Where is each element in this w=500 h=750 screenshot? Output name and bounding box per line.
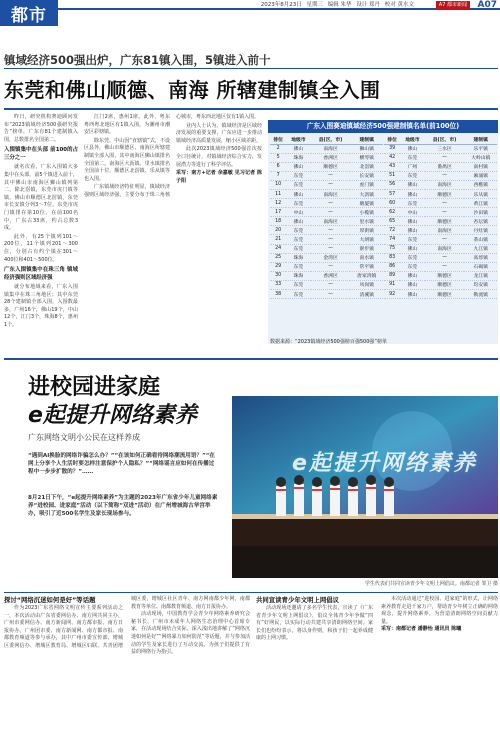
- table-cell: —: [425, 171, 465, 180]
- table-cell: 高埗镇: [464, 253, 497, 262]
- issue-date: 2023年8月23日: [260, 2, 302, 8]
- table-cell: 南海区: [311, 217, 351, 226]
- ranking-table-right: [384, 135, 497, 299]
- table-cell: 南村镇: [464, 162, 497, 171]
- table-cell: 东莞: [286, 290, 310, 299]
- header-meta: [258, 0, 414, 10]
- table-cell: 唐家湾镇: [350, 271, 383, 280]
- table-cell: 51: [384, 171, 400, 180]
- photo-caption: 学生代表们共同宣读青少年文明上网倡议。南都记者 邹卫 摄: [364, 581, 498, 587]
- table-cell: 92: [384, 290, 400, 299]
- article-column-2: [84, 114, 262, 350]
- table-cell: 20: [270, 226, 286, 235]
- table-row: [270, 271, 383, 280]
- feature-lede: “遇到AI换脸的网络诈骗怎么办？”“在该如何正确看待网络潮流用语？”“在网上分享个人生活时要怎样注意保护个人隐私？”“网络谣言应如何在传播过程中一步步扩散的？”……: [28, 453, 216, 476]
- table-row: [270, 262, 383, 271]
- editor-credit: 编辑 朱华: [327, 2, 352, 8]
- table-cell: 东莞: [400, 262, 424, 271]
- paragraph: 此次2023镇域经济500强首次按全口径统计，对镇域经济综合实力、发展潜力等进行了科学评估。: [176, 146, 262, 168]
- table-source: 数据来源：“2023镇域经济500强榜百强500强”榜单: [270, 339, 387, 345]
- table-cell: 33: [270, 280, 286, 289]
- table-cell: 顺德区: [425, 271, 465, 280]
- table-cell: 大岭山镇: [464, 153, 497, 162]
- table-cell: 常平镇: [350, 262, 383, 271]
- table-cell: 东莞: [286, 226, 310, 235]
- table-cell: 佛山: [286, 144, 310, 153]
- ranking-table-left: [270, 135, 383, 299]
- table-cell: —: [311, 208, 351, 217]
- table-cell: 10: [270, 180, 286, 189]
- table-cell: —: [311, 226, 351, 235]
- table-cell: 42: [384, 153, 400, 162]
- table-cell: —: [425, 199, 465, 208]
- section-tag: 都市: [0, 0, 58, 26]
- paragraph: 业内人士认为，镇域经济是区域经济发展的重要支撑，广东应进一步推动镇域经济高质量发展，缩小区域差距。: [176, 122, 262, 144]
- paragraph: 就名次看，广东入围镇大多集中在头部，前5个镇进入前十，其中佛山市南海区狮山镇列第二，除北滘镇，东莞市虎门镇等镇，佛山市顺德区北滘镇，东莞市长安镇分列3～7位，东莞市虎门镇排在第10位，在前100名中，广东占33席，约占总数3成。: [4, 164, 78, 232]
- table-cell: 62: [384, 208, 400, 217]
- table-cell: 龙江镇: [464, 271, 497, 280]
- table-row: [384, 217, 497, 226]
- subhead: 广东入围镇集中在珠三角 镇域经济强则区域经济强: [4, 267, 78, 281]
- table-row: [270, 226, 383, 235]
- table-row: [384, 180, 497, 189]
- table-cell: 佛山: [286, 217, 310, 226]
- table-cell: 勒流镇: [464, 290, 497, 299]
- table-row: [384, 253, 497, 262]
- table-row: [270, 208, 383, 217]
- table-cell: 塘厦镇: [350, 199, 383, 208]
- table-header-cell: 排位: [384, 135, 400, 144]
- divider: [4, 108, 498, 110]
- table-cell: —: [425, 235, 465, 244]
- paragraph: 昨日，研究机构赛迪顾问发布“2023镇域经济500强研究报告”榜单，广东有81个建制镇入围，总数排名全国第二。: [4, 114, 78, 143]
- subhead: 入围镇集中在头部 前100的占三分之一: [4, 147, 78, 161]
- table-cell: 中山: [286, 208, 310, 217]
- table-cell: —: [311, 290, 351, 299]
- table-cell: 91: [384, 280, 400, 289]
- feature-subhead: 共同宣读青少年文明上网倡议: [256, 596, 340, 604]
- table-cell: 虎门镇: [350, 180, 383, 189]
- proof-credit: 校对 黄水文: [384, 2, 414, 8]
- table-cell: 57: [384, 189, 400, 198]
- table-cell: 17: [270, 208, 286, 217]
- paragraph: 除东莞，中山因“直辖镇”式，不设区县外，佛山市顺德区、南海区所辖建制镇全部入围，其中南海区狮山镇排名全国第二。南海区大沥镇、里水镇排名全国前十位，顺德区北滘镇、乐从镇等也入围。: [84, 137, 170, 182]
- table-header-cell: 县(区、市): [425, 135, 465, 144]
- table-cell: 29: [270, 262, 286, 271]
- feature-title-2: e起提升网络素养: [28, 403, 197, 428]
- table-cell: 东莞: [400, 199, 424, 208]
- table-row: [270, 144, 383, 153]
- feature-body-left: [4, 596, 250, 748]
- table-cell: 东莞: [400, 235, 424, 244]
- table-cell: —: [425, 153, 465, 162]
- table-cell: —: [311, 180, 351, 189]
- table-cell: 清溪镇: [350, 290, 383, 299]
- table-row: [384, 226, 497, 235]
- table-header-cell: 地级市: [286, 135, 310, 144]
- article-kicker: 镇域经济500强出炉，广东81镇入围，5镇进入前十: [4, 53, 271, 67]
- table-cell: 均安镇: [464, 280, 497, 289]
- event-photo: [232, 396, 498, 578]
- table-cell: 30: [270, 271, 286, 280]
- table-cell: 2: [270, 144, 286, 153]
- table-cell: 89: [384, 271, 400, 280]
- table-cell: 南海区: [425, 226, 465, 235]
- table-cell: 大朗镇: [350, 235, 383, 244]
- table-cell: 凤岗镇: [350, 280, 383, 289]
- table-row: [384, 199, 497, 208]
- table-cell: 狮山镇: [350, 144, 383, 153]
- table-cell: 顺德区: [425, 189, 465, 198]
- table-cell: 沙田镇: [464, 208, 497, 217]
- paragraph: 江门2席，惠州1席。此外，粤东粤西粤北地区有1镇入围，为潮州市潮安区彩塘镇。: [84, 114, 170, 136]
- table-cell: 香洲区: [311, 153, 351, 162]
- issue-weekday: 星期三: [306, 2, 323, 8]
- table-cell: 北滘镇: [350, 162, 383, 171]
- table-cell: —: [311, 199, 351, 208]
- feature-subhead: 探讨“网络沉迷如何是好”等话题: [4, 596, 96, 604]
- table-cell: 56: [384, 180, 400, 189]
- table-cell: 三水区: [425, 144, 465, 153]
- table-cell: 珠海: [286, 153, 310, 162]
- table-row: [384, 271, 497, 280]
- table-cell: 佛山: [286, 189, 310, 198]
- paragraph: 广东镇域经济特征明显，镇域经济强则区域经济强，主要分布于珠三角核心城市，粤东西北地区仅有1镇入围。: [84, 114, 260, 198]
- table-cell: 东莞: [286, 235, 310, 244]
- table-row: [270, 162, 383, 171]
- table-cell: 寮步镇: [350, 244, 383, 253]
- table-cell: 25: [270, 253, 286, 262]
- table-row: [384, 162, 497, 171]
- table-cell: 乐平镇: [464, 144, 497, 153]
- table-cell: 佛山: [400, 244, 424, 253]
- table-cell: 顺德区: [311, 162, 351, 171]
- table-cell: 佛山: [400, 290, 424, 299]
- table-cell: 杏坛镇: [464, 217, 497, 226]
- article-column-1: [4, 114, 78, 331]
- article-headline: 东莞和佛山顺德、南海 所辖建制镇全入围: [4, 78, 381, 102]
- table-cell: 21: [270, 235, 286, 244]
- table-cell: 83: [384, 253, 400, 262]
- table-cell: 佛山: [400, 271, 424, 280]
- table-row: [270, 280, 383, 289]
- table-cell: 东莞: [286, 262, 310, 271]
- table-cell: 7: [270, 171, 286, 180]
- feature-lede-2: 8月21日下午，“e起提升网络素养”为主题的2023年广东省少年儿童网络素养“进校园、进家庭”活动（以下简称“双进”活动）在广州增城海古华宫举办，吸引了近500名学生及家长现场参与。: [28, 495, 218, 518]
- table-row: [270, 189, 383, 198]
- table-cell: 佛山: [400, 180, 424, 189]
- table-row: [384, 244, 497, 253]
- table-header-cell: 地级市: [400, 135, 424, 144]
- table-cell: 佛山: [400, 280, 424, 289]
- table-cell: 5: [270, 153, 286, 162]
- table-row: [270, 199, 383, 208]
- table-cell: 东莞: [286, 244, 310, 253]
- feature-body-right: [256, 596, 498, 748]
- table-cell: 金湾区: [311, 253, 351, 262]
- table-cell: 东莞: [400, 253, 424, 262]
- table-cell: —: [311, 235, 351, 244]
- table-cell: 长安镇: [350, 171, 383, 180]
- table-cell: —: [311, 244, 351, 253]
- table-cell: 茶山镇: [464, 235, 497, 244]
- table-cell: 南海区: [311, 144, 351, 153]
- table-cell: 珠海: [286, 253, 310, 262]
- photo-banner-text: e起提升网络素养: [292, 451, 477, 476]
- table-cell: 72: [384, 226, 400, 235]
- table-header-cell: 县(区、市): [311, 135, 351, 144]
- table-cell: 麻涌镇: [464, 171, 497, 180]
- paragraph: 此外，有25个镇列101～200位，11个镇列201～300位，分别占有约个镇在301～400位和401～500位。: [4, 233, 78, 263]
- table-cell: 厚街镇: [350, 226, 383, 235]
- table-cell: 65: [384, 217, 400, 226]
- table-cell: 东莞: [286, 171, 310, 180]
- table-cell: —: [311, 262, 351, 271]
- table-cell: 佛山: [286, 162, 310, 171]
- paragraph: 活动现场，中国教育学会青少年网络素养研究会秘书长、广州市未成年人网络生态治理中心首席专家，在活动现场结合实际，深入浅出地讲解了“网络沉迷如何是好”“网络暴力如何防范”等话题，并与参加活动的学生及家长进行了互动交流，为孩子们提供了有益的网络行为指引。: [131, 611, 250, 656]
- table-cell: 东莞: [400, 171, 424, 180]
- table-header-cell: 排位: [270, 135, 286, 144]
- table-cell: 顺德区: [425, 217, 465, 226]
- table-header-cell: 建制镇: [464, 135, 497, 144]
- table-cell: 60: [384, 199, 400, 208]
- table-cell: 11: [270, 189, 286, 198]
- table-cell: 横琴镇: [350, 153, 383, 162]
- edition-badge: A7 都市新闻: [436, 1, 470, 9]
- table-cell: 12: [270, 199, 286, 208]
- table-cell: —: [425, 262, 465, 271]
- feature-title: 进校园进家庭: [28, 375, 161, 400]
- table-row: [270, 171, 383, 180]
- table-cell: 广州: [400, 162, 424, 171]
- table-row: [384, 171, 497, 180]
- paragraph: 本次活动通过“进校园、进家庭”的形式，让网络素养教育走进千家万户，帮助青少年树立正确的网络观念，提升网络素养，为营造清朗网络空间贡献力量。: [381, 596, 498, 625]
- table-cell: 43: [384, 162, 400, 171]
- table-cell: 丹灶镇: [464, 226, 497, 235]
- table-row: [270, 153, 383, 162]
- table-cell: 佛山: [400, 217, 424, 226]
- table-cell: 东莞: [286, 199, 310, 208]
- table-row: [270, 235, 383, 244]
- table-row: [270, 253, 383, 262]
- page-number: A07: [477, 0, 497, 10]
- table-cell: 佛山: [400, 144, 424, 153]
- paragraph: 作为2023广东省网络文明宣传主要系列活动之一，本次活动由广东省委网信办、南方网共同主办，广州市委网信办、南方新闻网、南方都市报、南方日报协办。广州团市委、南方新闻网、南方都市报、南都教育频道等参与承办，其中广州市委宣传部、增城区委网信办、增城区教育局、增城区妇联、共青团增城区委，增城区社区青年、南方网南都少年网，南都教育等单位、南都教育频道、南方日报协办。: [4, 596, 250, 649]
- table-cell: —: [311, 171, 351, 180]
- table-cell: 东莞: [286, 180, 310, 189]
- table-row: [270, 290, 383, 299]
- feature-subtitle: 广东网络文明小公民在这样养成: [28, 433, 140, 442]
- table-cell: 18: [270, 217, 286, 226]
- table-cell: 东莞: [400, 153, 424, 162]
- table-cell: 番禺区: [425, 162, 465, 171]
- table-cell: 中山: [400, 208, 424, 217]
- table-row: [384, 189, 497, 198]
- paragraph: 活动现场还邀请了多名学生代表，宣读了《广东省青少年文明上网倡议》，倡议全体青少年争做“四有”好网民，以实际行动共建共享清朗网络空间。家长们也纷纷表示，将以身作则，和孩子们一起养成健康的上网习惯。: [256, 605, 373, 642]
- divider: [4, 358, 498, 360]
- table-cell: 顺德区: [425, 280, 465, 289]
- table-cell: 佛山: [400, 189, 424, 198]
- table-cell: 74: [384, 235, 400, 244]
- table-row: [384, 290, 497, 299]
- table-cell: 佛山: [400, 226, 424, 235]
- divider: [4, 592, 498, 593]
- table-row: [384, 153, 497, 162]
- table-cell: 南海区: [311, 189, 351, 198]
- table-row: [384, 262, 497, 271]
- table-row: [384, 280, 497, 289]
- table-row: [270, 244, 383, 253]
- table-cell: —: [425, 253, 465, 262]
- table-cell: 南海区: [425, 180, 465, 189]
- design-credit: 设计 郑丹: [356, 2, 380, 8]
- table-cell: 顺德区: [425, 290, 465, 299]
- divider: [4, 68, 498, 69]
- table-row: [384, 144, 497, 153]
- paragraph: 就分布地域来看，广东入围镇集中在珠三角地区；其中东莞28个建制镇全部入围，入围数最多，广州16个，佛山19个，中山12个，江门3个，珠海8个，惠州1个。: [4, 284, 78, 329]
- table-cell: 里水镇: [350, 217, 383, 226]
- table-cell: 75: [384, 244, 400, 253]
- article-byline: 采写：南方+记者 余嘉敏 见习记者 陈子阳: [176, 170, 262, 184]
- table-cell: 小榄镇: [350, 208, 383, 217]
- table-row: [384, 208, 497, 217]
- table-row: [270, 217, 383, 226]
- stage-illustration: [232, 396, 498, 578]
- table-cell: 九江镇: [464, 244, 497, 253]
- table-cell: 39: [384, 144, 400, 153]
- table-cell: 东莞: [286, 280, 310, 289]
- table-cell: 大沥镇: [350, 189, 383, 198]
- table-cell: —: [311, 280, 351, 289]
- table-cell: 24: [270, 244, 286, 253]
- table-cell: 西樵镇: [464, 180, 497, 189]
- table-cell: —: [425, 208, 465, 217]
- table-row: [270, 180, 383, 189]
- table-cell: 珠海: [286, 271, 310, 280]
- ranking-table-title: 广东入围赛迪镇域经济500强建制镇名单(前100位): [268, 120, 498, 133]
- table-header-cell: 建制镇: [350, 135, 383, 144]
- table-cell: 乐从镇: [464, 189, 497, 198]
- table-cell: 香洲区: [311, 271, 351, 280]
- table-cell: 86: [384, 262, 400, 271]
- table-cell: 石碣镇: [464, 262, 497, 271]
- table-cell: 6: [270, 162, 286, 171]
- table-cell: 南海区: [425, 244, 465, 253]
- table-cell: 黄江镇: [464, 199, 497, 208]
- table-row: [384, 235, 497, 244]
- table-cell: 38: [270, 290, 286, 299]
- table-cell: 南水镇: [350, 253, 383, 262]
- feature-byline: 采写：南都记者 潘静怡 通讯员 陈曦: [381, 626, 462, 633]
